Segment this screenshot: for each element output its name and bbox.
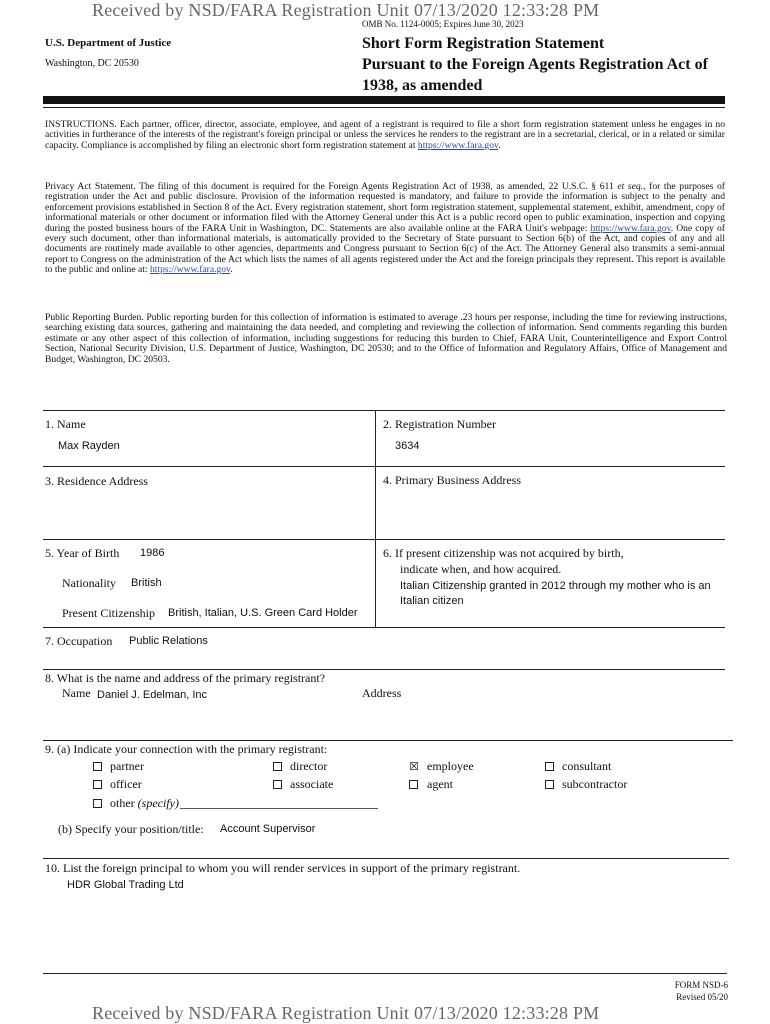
q10-foreign-principal-value[interactable]: HDR Global Trading Ltd [67, 879, 184, 891]
form-title-line-2: Pursuant to the Foreign Agents Registration Act of [362, 56, 708, 73]
agent-checkbox[interactable] [409, 780, 418, 789]
q4-label: 4. Primary Business Address [383, 473, 521, 487]
subcontractor-checkbox[interactable] [545, 780, 554, 789]
q2-registration-value[interactable]: 3634 [395, 440, 420, 452]
director-label: director [290, 759, 328, 773]
citizenship-label: Present Citizenship [62, 606, 155, 620]
director-checkbox[interactable] [273, 762, 282, 771]
header-rule-thin [43, 107, 725, 108]
q8-address-label: Address [362, 686, 402, 700]
nationality-value[interactable]: British [131, 577, 162, 589]
q8-name-label: Name [62, 686, 91, 700]
received-stamp-top: Received by NSD/FARA Registration Unit 07/13/2020 12:33:28 PM [92, 0, 600, 20]
q1-name-value[interactable]: Max Rayden [58, 440, 120, 452]
q5-birth-year-value[interactable]: 1986 [140, 547, 165, 559]
form-rule-top [43, 410, 725, 411]
officer-checkbox[interactable] [93, 780, 102, 789]
officer-label: officer [110, 777, 142, 791]
other-checkbox[interactable] [93, 799, 102, 808]
instructions-link[interactable]: https://www.fara.gov [417, 139, 499, 151]
department-city: Washington, DC 20530 [45, 58, 139, 69]
burden-paragraph: Public Reporting Burden. Public reporting burden for this collection of information is estimated to average .23 hours per response, including the time for reviewing instructions, searching existing data sources, gathering and maintaining the data needed, and completing and reviewing the collection of information. Send comments regarding this burden estimate or any other aspect of this collection of information, including suggestions for reducing this burden to Chief, FARA Unit, Counterintelligence and Export Control Section, National Security Division, U.S. Department of Justice, Washington, DC 20530; and to the Office of Information and Regulatory Affairs, Office of Management and Budget, Washington, DC 20503. [45, 312, 727, 365]
header-rule-thick [43, 96, 725, 104]
q6-value-line-2[interactable]: Italian citizen [400, 595, 464, 607]
partner-checkbox[interactable] [93, 762, 102, 771]
form-title-line-1: Short Form Registration Statement [362, 35, 605, 52]
form-rule-row2 [43, 466, 725, 467]
subcontractor-label: subcontractor [562, 777, 628, 791]
other-label-text: other [110, 796, 138, 810]
q9b-label: (b) Specify your position/title: [58, 822, 204, 836]
q10-label: 10. List the foreign principal to whom you will render services in support of the primary registrant. [45, 861, 521, 875]
omb-number: OMB No. 1124-0005; Expires June 30, 2023 [362, 19, 524, 29]
privacy-text-4: . [230, 264, 233, 276]
q6-value-line-1[interactable]: Italian Citizenship granted in 2012 through my mother who is an [400, 580, 711, 592]
instructions-end: . [498, 139, 501, 151]
privacy-link-2[interactable]: https://www.fara.gov [149, 264, 231, 276]
form-rule-row4 [43, 627, 725, 628]
citizenship-value[interactable]: British, Italian, U.S. Green Card Holder [168, 607, 358, 619]
privacy-text-1: Privacy Act Statement. The filing of this document is required for the Foreign Agents Registration Act of 1938, as amended, 22 U.S.C. § 611 [45, 181, 618, 192]
privacy-et-seq: et seq. [617, 181, 644, 192]
other-specify-label: (specify) [137, 796, 179, 810]
form-rule-row6 [43, 740, 733, 741]
form-rule-row7 [43, 858, 729, 859]
other-label [110, 796, 179, 811]
q8-label: 8. What is the name and address of the primary registrant? [45, 671, 326, 685]
q9a-label: 9. (a) Indicate your connection with the primary registrant: [45, 742, 328, 756]
form-revised: Revised 05/20 [676, 992, 728, 1002]
nationality-label: Nationality [62, 576, 116, 590]
q9b-position-value[interactable]: Account Supervisor [220, 823, 316, 835]
form-rule-bottom [43, 973, 727, 974]
employee-checkbox-checked[interactable]: ☒ [409, 760, 419, 773]
instructions-text: INSTRUCTIONS. Each partner, officer, director, associate, employee, and agent of a registrant is required to file a short form registration statement unless he engages in no activities in furtherance of the interests of the registrant's foreign principal or unless the services he renders to the registrant are in a secretarial, clerical, or in a related or similar capacity. Compliance is accomplished by filing an electronic short form registration statement at [45, 119, 725, 151]
received-stamp-bottom: Received by NSD/FARA Registration Unit 07/13/2020 12:33:28 PM [92, 1003, 600, 1023]
q1-label: 1. Name [45, 417, 86, 431]
form-rule-row5 [43, 669, 725, 670]
privacy-text-2: , for the purposes of registration under the Act and public disclosure. Provision of the information requested is mandatory, and failure to provide the information is subject to the penalty and enforcement provisions established in Section 8 of the Act. Every registration statement, short form registration statement, supplemental statement, exhibit, amendment, copy of informational materials or other document or information filed with the Attorney General under this Act is a public record open to public examination, inspection and copying during the posted business hours of the FARA Unit in Washington, DC. Statements are also available online at the FARA Unit's webpage: [45, 181, 725, 234]
q8-name-value[interactable]: Daniel J. Edelman, Inc [97, 689, 208, 701]
partner-label: partner [110, 759, 144, 773]
consultant-label: consultant [562, 759, 612, 773]
instructions-paragraph [45, 120, 725, 151]
q6-label-line-1: 6. If present citizenship was not acquired by birth, [383, 546, 624, 560]
form-number: FORM NSD-6 [674, 980, 728, 990]
agent-label: agent [427, 777, 453, 791]
form-title-line-3: 1938, as amended [362, 77, 483, 94]
privacy-link-1[interactable]: https://www.fara.gov [590, 222, 671, 234]
privacy-text-3: . One copy of every such document, other than informational materials, is automatically provided to the Secretary of State pursuant to Section 6(b) of the Act, and copies of any and all documents are routinely made available to other agencies, departments and Congress pursuant to Section 6(c) of the Act. The Attorney General also transmits a semi-annual report to Congress on the administration of the Act which lists the names of all agents registered under the Act and the foreign principals they represent. This report is available to the public and online at: [45, 222, 725, 276]
q7-label: 7. Occupation [45, 634, 113, 648]
associate-checkbox[interactable] [273, 780, 282, 789]
q3-label: 3. Residence Address [45, 474, 148, 488]
q7-occupation-value[interactable]: Public Relations [129, 635, 208, 647]
q5-label: 5. Year of Birth [45, 546, 120, 560]
q2-label: 2. Registration Number [383, 417, 496, 431]
department-name: U.S. Department of Justice [45, 37, 172, 49]
employee-label: employee [427, 759, 474, 773]
associate-label: associate [290, 777, 334, 791]
q6-label-line-2: indicate when, and how acquired. [400, 562, 562, 576]
form-column-divider [375, 410, 376, 627]
consultant-checkbox[interactable] [545, 762, 554, 771]
privacy-paragraph [45, 182, 725, 276]
form-title [362, 33, 708, 96]
form-rule-row3 [43, 539, 725, 540]
other-specify-field[interactable] [180, 808, 378, 809]
